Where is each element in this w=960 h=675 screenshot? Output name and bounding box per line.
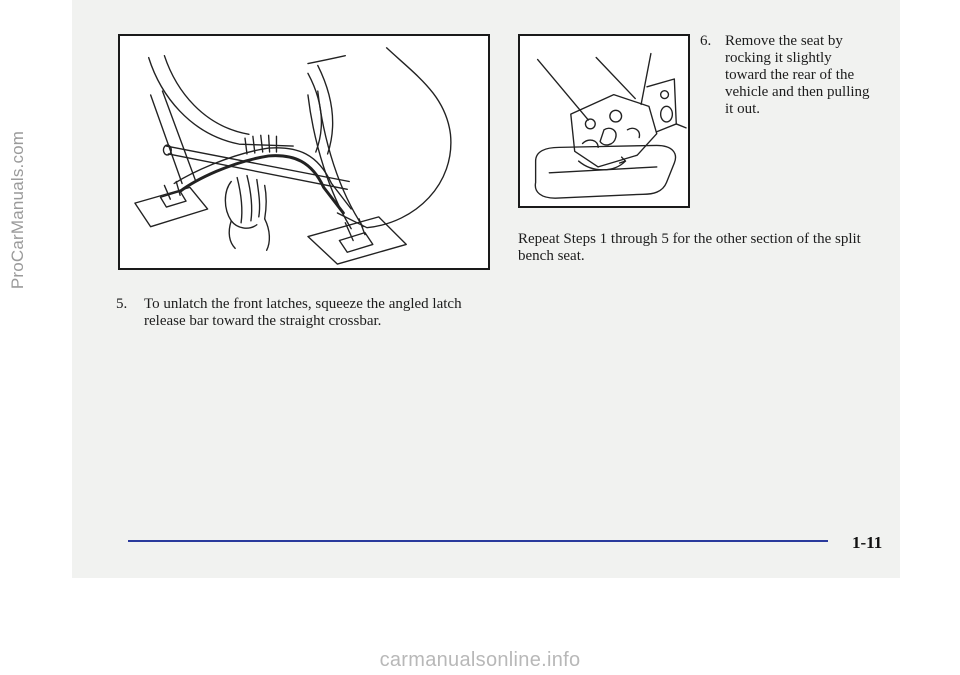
- repeat-instruction: Repeat Steps 1 through 5 for the other section of the split bench seat.: [518, 231, 861, 264]
- step-6-text: Remove the seat by rocking it slightly toward the rear of the vehicle and then pulling it out.: [725, 33, 870, 117]
- side-watermark-text: ProCarManuals.com: [8, 130, 27, 290]
- step-6-number: 6.: [700, 33, 712, 49]
- page-number: 1-11: [852, 533, 883, 552]
- latch-release-figure: [118, 34, 490, 270]
- seat-removal-figure: [518, 34, 690, 208]
- step-6: [700, 33, 872, 118]
- latch-release-illustration: [120, 36, 488, 268]
- step-5-text: To unlatch the front latches, squeeze the angled latch release bar toward the straight crossbar.: [144, 296, 462, 329]
- step-5-number: 5.: [116, 296, 128, 312]
- step-5: [116, 296, 496, 330]
- footer-rule: [128, 540, 828, 542]
- seat-removal-illustration: [520, 36, 688, 206]
- bottom-watermark: carmanualsonline.info: [379, 648, 581, 671]
- side-watermark: [4, 30, 32, 390]
